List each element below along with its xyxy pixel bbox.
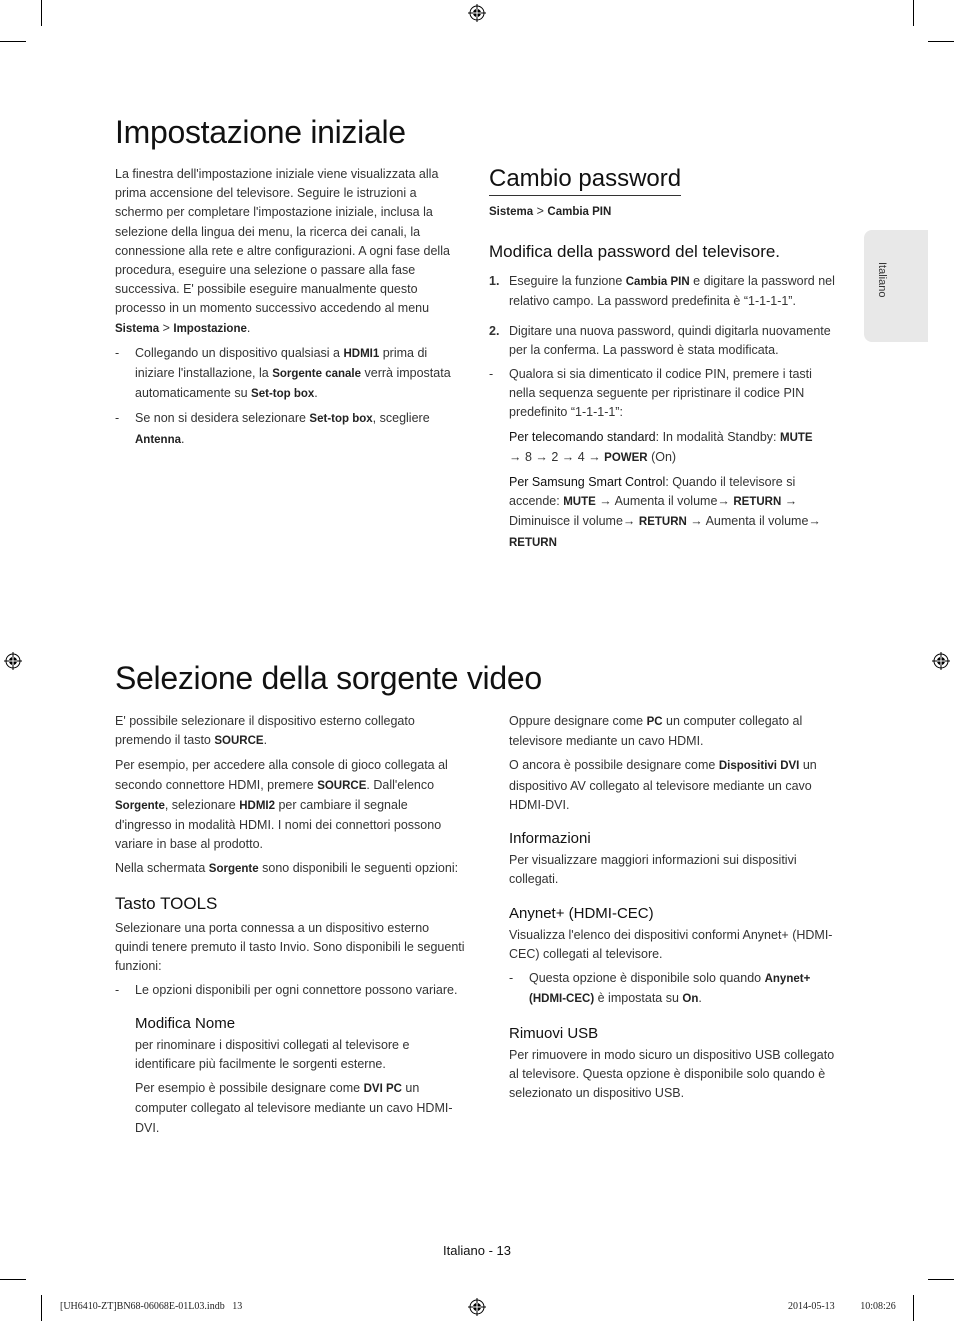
- paragraph: Nella schermata Sorgente sono disponibili le seguenti opzioni:: [115, 861, 459, 876]
- list-item: 2. Digitare una nuova password, quindi digitarla nuovamente per la conferma. La password è stata modificata.: [489, 323, 831, 357]
- cambio-password-title: Cambio password: [489, 165, 681, 196]
- crop-mark: [913, 1295, 914, 1321]
- section-title: Selezione della sorgente video: [115, 660, 542, 696]
- paragraph: E' possibile selezionare il dispositivo esterno collegato premendo il tasto SOURCE.: [115, 714, 415, 748]
- paragraph: Per esempio è possibile designare come DVI PC un computer collegato al televisore mediante un cavo HDMI-DVI.: [135, 1081, 453, 1135]
- registration-mark-icon: [932, 652, 950, 670]
- registration-mark-icon: [4, 652, 22, 670]
- crop-mark: [41, 0, 42, 26]
- print-date: 2014-05-13 ￿￿ 10:08:26: [788, 1301, 896, 1312]
- source-right-column: [509, 712, 841, 1103]
- page-number: Italiano - 13: [443, 1243, 511, 1258]
- intro-paragraph: La finestra dell'impostazione iniziale viene visualizzata alla prima accensione del televisore. Seguire le istruzioni a schermo per completare l'impostazione iniziale, inclusa la selezione della lingua dei menu, la ricerca dei canali, la connessione alla rete e altre configurazioni. A ogni fase della procedura, eseguire una selezione o passare alla fase successiva. E' possibile eseguire manualmente questo processo in un momento successivo accedendo al menu Sistema > Impostazione.: [115, 167, 450, 335]
- list-item: 1. Eseguire la funzione Cambia PIN e digitare la password nel relativo campo. La password predefinita è “1-1-1-1”.: [489, 274, 835, 309]
- modifica-nome-title: Modifica Nome: [135, 1014, 236, 1032]
- crop-mark: [928, 41, 954, 42]
- paragraph: Selezionare una porta connessa a un dispositivo esterno quindi tenere premuto il tasto Invio. Sono disponibili le seguenti funzioni:: [115, 920, 465, 974]
- crop-mark: [41, 1295, 42, 1321]
- cambio-subtitle: Modifica della password del televisore.: [489, 242, 781, 262]
- registration-mark-icon: [468, 4, 486, 22]
- rimuovi-usb-title: Rimuovi USB: [509, 1024, 599, 1042]
- list-item: - Questa opzione è disponibile solo quando Anynet+ (HDMI-CEC) è impostata su On.: [509, 971, 811, 1006]
- list-item: - Collegando un dispositivo qualsiasi a HDMI1 prima di iniziare l'installazione, la Sorgente canale verrà impostata automaticamente su Set-top box.: [115, 345, 451, 401]
- crop-mark: [913, 0, 914, 26]
- crop-mark: [0, 41, 26, 42]
- source-left-column: [115, 712, 465, 1138]
- paragraph: Oppure designare come PC un computer collegato al televisore mediante un cavo HDMI.: [509, 714, 803, 749]
- language-side-tab: [864, 230, 928, 342]
- paragraph: Per visualizzare maggiori informazioni sui dispositivi collegati.: [509, 853, 797, 887]
- crop-mark: [928, 1279, 954, 1280]
- intro-column: [115, 165, 465, 450]
- cambio-password-column: [489, 165, 841, 553]
- paragraph: O ancora è possibile designare come Dispositivi DVI un dispositivo AV collegato al televisore mediante un cavo HDMI-DVI.: [509, 758, 817, 812]
- registration-mark-icon: [468, 1298, 486, 1316]
- breadcrumb: Sistema > Cambia PIN: [489, 204, 612, 218]
- note: - Qualora si sia dimenticato il codice PIN, premere i tasti nella sequenza seguente per ripristinare il codice PIN predefinito “1-1-1-1”:: [489, 367, 812, 420]
- file-info: [UH6410-ZT]BN68-06068E-01L03.indb 13: [60, 1301, 243, 1312]
- informazioni-title: Informazioni: [509, 830, 591, 848]
- remote-standard: Per telecomando standard: In modalità Standby: MUTE → 8 → 2 → 4 → POWER (On): [509, 429, 813, 464]
- page-title: Impostazione iniziale: [115, 114, 406, 150]
- anynet-title: Anynet+ (HDMI-CEC): [509, 904, 654, 922]
- paragraph: Visualizza l'elenco dei dispositivi conformi Anynet+ (HDMI-CEC) collegati al televisore.: [509, 927, 833, 962]
- list-item: - Le opzioni disponibili per ogni connettore possono variare.: [115, 983, 458, 998]
- remote-smart-control: Per Samsung Smart Control: Quando il televisore si accende: MUTE → Aumenta il volume→ RETURN → Diminuisce il volume→ RETURN → Aumenta il volume→ RETURN: [509, 475, 821, 549]
- paragraph: per rinominare i dispositivi collegati al televisore e identificare più facilmente le sorgenti esterne.: [135, 1037, 410, 1072]
- list-item: - Se non si desidera selezionare Set-top box, scegliere Antenna.: [115, 411, 430, 446]
- language-side-tab-label: Italiano: [876, 262, 888, 298]
- crop-mark: [0, 1279, 26, 1280]
- paragraph: Per esempio, per accedere alla console di gioco collegata al secondo connettore HDMI, premere SOURCE. Dall'elenco Sorgente, selezionare HDMI2 per cambiare il segnale d'ingresso in modalità HDMI. I nomi dei connettori possono variare in base al prodotto.: [115, 758, 448, 852]
- paragraph: Per rimuovere in modo sicuro un dispositivo USB collegato al televisore. Questa opzione è disponibile solo quando è selezionato un dispositivo USB.: [509, 1047, 835, 1101]
- tools-title: Tasto TOOLS: [115, 893, 218, 913]
